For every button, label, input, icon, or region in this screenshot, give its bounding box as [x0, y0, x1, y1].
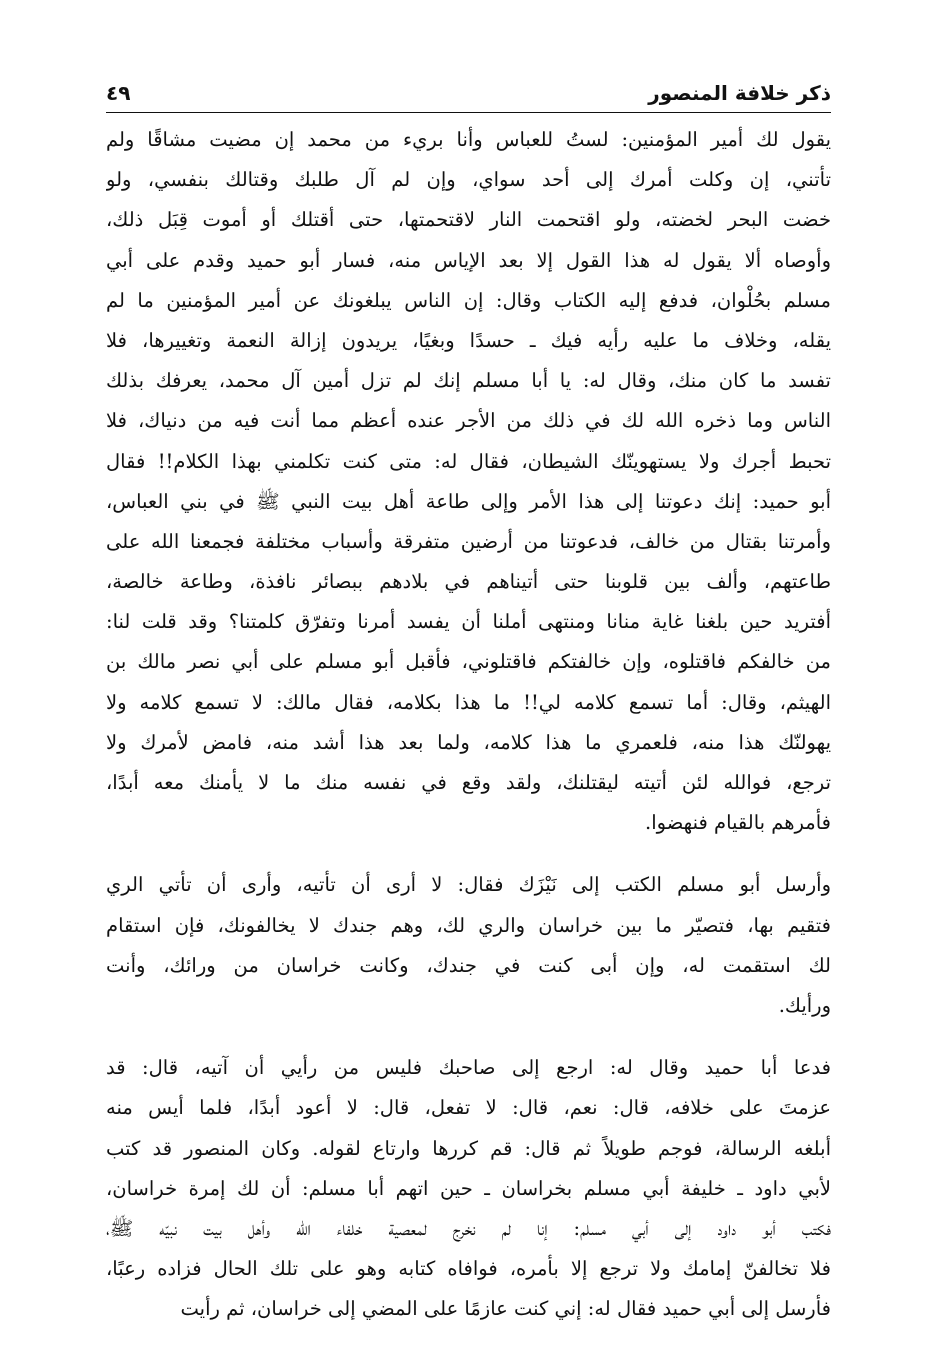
- body-text: [106, 120, 831, 1329]
- text-line: أبلغه الرسالة، فوجم طويلاً ثم قال: قم كررها وارتاع لقوله. وكان المنصور قد كتب: [106, 1136, 831, 1160]
- text-line: مسلم بحُلْوان، فدفع إليه الكتاب وقال: إن الناس يبلغونك عن أمير المؤمنين ما لم: [106, 288, 831, 312]
- text-line: فدعا أبا حميد وقال له: ارجع إلى صاحبك فليس من رأيي أن آتيه، قال: قد: [106, 1056, 831, 1080]
- text-line: تأتني، إن وكلت أمرك إلى أحد سواي، وإن لم آل طلبك وقتالك بنفسي، ولو: [106, 168, 831, 192]
- text-line: يهولنّك هذا منه، فلعمري ما هذا كلامه، ولما بعد هذا أشد منه، فامض لأمرك ولا: [106, 730, 831, 754]
- chapter-title: ذكر خلافة المنصور: [648, 81, 831, 105]
- text-line: ترجع، فوالله لئن أتيته ليقتلنك، ولقد وقع في نفسه منك ما لا يأمنك معه أبدًا،: [106, 771, 831, 794]
- text-line: تحبط أجرك ولا يستهوينّك الشيطان، فقال له: متى كنت تكلمني بهذا الكلام!! فقال: [106, 449, 831, 473]
- paragraph: [106, 120, 831, 843]
- page-number: ٤٩: [106, 81, 131, 105]
- paragraph: [106, 1048, 831, 1329]
- text-line: وأمرتنا بقتال من خالف، فدعوتنا من أرضين متفرقة وأسباب مختلفة فجمعنا الله على: [106, 529, 831, 553]
- text-line: ورأيك.: [778, 993, 831, 1017]
- text-line: فتقيم بها، فتصيّر ما بين خراسان والري لك، وهم جندك لا يخالفونك، فإن استقام: [106, 913, 831, 937]
- text-line: وأوصاه ألا يقول له هذا القول إلا بعد الإياس منه، فسار أبو حميد وقدم على أبي: [106, 248, 831, 272]
- header-rule: [106, 112, 831, 113]
- text-line: طاعتهم، وألف بين قلوبنا حتى أتيناهم في بلادهم ببصائر نافذة، وطاعة خالصة،: [106, 570, 831, 594]
- text-line: خضت البحر لخضته، ولو اقتحمت النار لاقتحمتها، حتى أقتلك أو أموت قِبَل ذلك،: [106, 208, 831, 232]
- text-line: عزمتَ على خلافه، قال: نعم، قال: لا تفعل، قال: لا أعود أبدًا، فلما أيس منه: [106, 1096, 831, 1120]
- text-line: الناس وما ذخره الله لك في ذلك من الأجر عنده أعظم مما أنت فيه من دنياك، فلا: [106, 409, 831, 433]
- text-line: فأمرهم بالقيام فنهضوا.: [645, 811, 831, 835]
- text-line: أفتريد حين بلغنا غاية منانا ومنتهى أملنا أن يفسد أمرنا وتفرّق كلمتنا؟ وقد قلت لنا:: [106, 610, 831, 634]
- text-line: يقله، وخلاف ما عليه رأيه فيك ـ حسدًا وبغيًا، يريدون إزالة النعمة وتغييرها، فلا: [106, 328, 831, 352]
- text-line: تفسد ما كان منك، وقال له: يا أبا مسلم إنك لم تزل أمين آل محمد، يعرفك بذلك: [106, 369, 831, 393]
- text-line: يقول لك أمير المؤمنين: لستُ للعباس وأنا بريء من محمد إن مضيت مشاقًا ولم: [106, 128, 831, 151]
- text-line: لأبي داود ـ خليفة أبي مسلم بخراسان ـ حين اتهم أبا مسلم: أن لك إمرة خراسان،: [106, 1176, 831, 1200]
- text-line: فكتب أبو داود إلى أبي مسلم: إنا لم نخرج لمعصية خلفاء الله وأهل بيت نبيّه ﷺ،: [106, 1216, 831, 1240]
- paragraph-gap: [106, 843, 831, 865]
- running-header: [106, 68, 831, 108]
- text-line: الهيثم، وقال: أما تسمع كلامه لي!! ما هذا بكلامه، فقال مالك: لا تسمع كلامه ولا: [106, 690, 831, 714]
- paragraph-gap: [106, 1026, 831, 1048]
- text-line: لك استقمت له، وإن أبى كنت في جندك، وكانت خراسان من ورائك، وأنت: [106, 953, 831, 977]
- text-line: من خالفكم فاقتلوه، وإن خالفتكم فاقتلوني، فأقبل أبو مسلم على أبي نصر مالك بن: [106, 650, 831, 674]
- text-line: فلا تخالفنّ إمامك ولا ترجع إلا بأمره، فوافاه كتابه وهو على تلك الحال فزاده رعبًا،: [106, 1257, 831, 1281]
- text-line: فأرسل إلى أبي حميد فقال له: إني كنت عازمًا على المضي إلى خراسان، ثم رأيت: [180, 1297, 831, 1321]
- text-line: وأرسل أبو مسلم الكتب إلى نَيْزَك فقال: لا أرى أن تأتيه، وأرى أن تأتي الري: [106, 873, 831, 897]
- text-line: أبو حميد: إنك دعوتنا إلى هذا الأمر وإلى طاعة أهل بيت النبي ﷺ في بني العباس،: [106, 489, 831, 513]
- paragraph: [106, 865, 831, 1026]
